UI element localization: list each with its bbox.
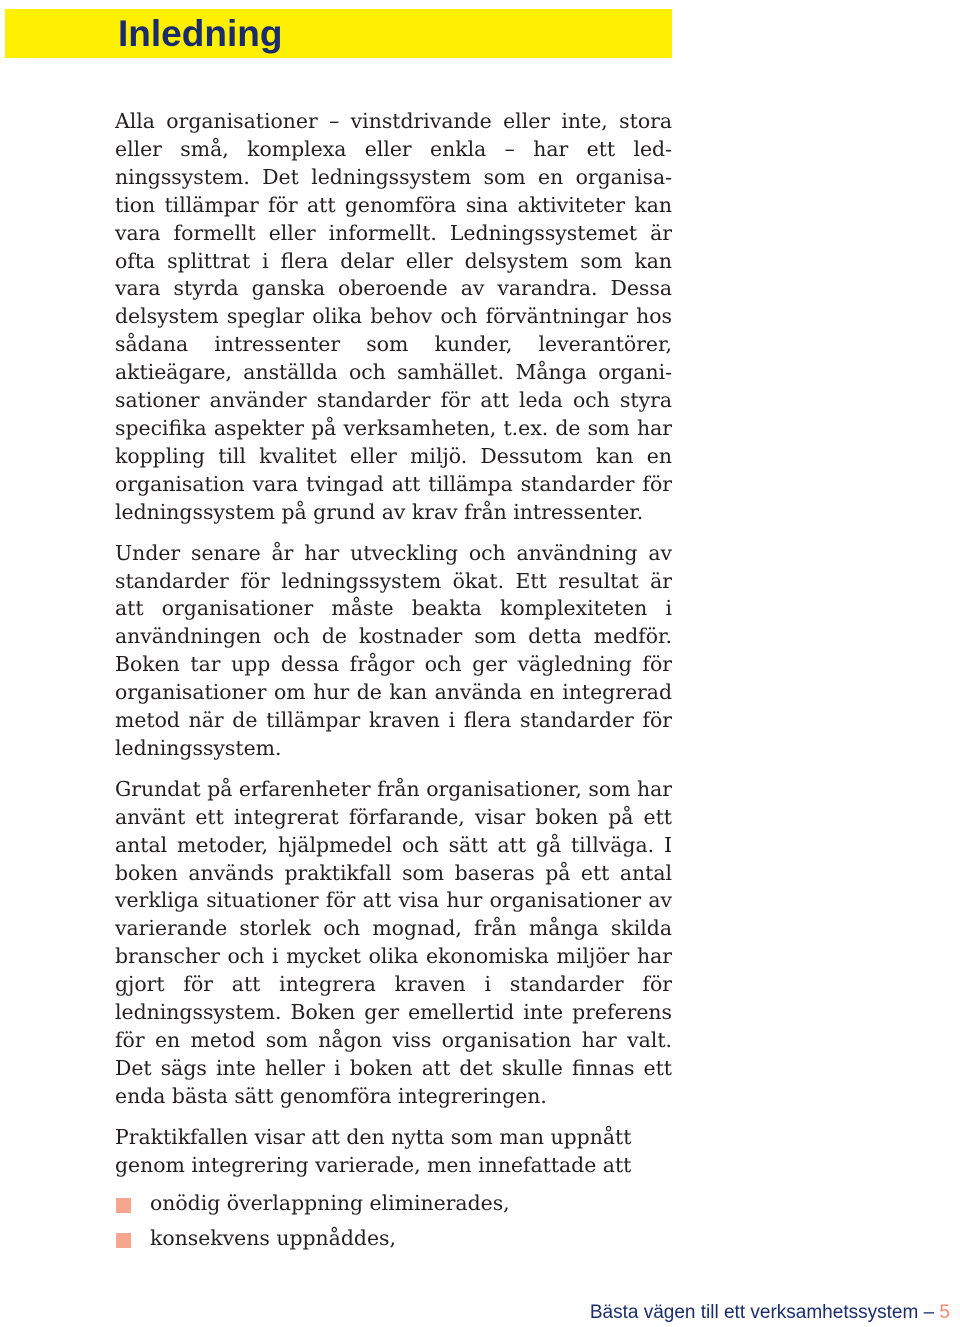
list-intro-paragraph: Praktikfallen visar att den nytta som man uppnått genom integrering varierade, men innefattade att — [115, 1124, 632, 1177]
body-text — [115, 108, 672, 1256]
page-footer — [590, 1301, 950, 1325]
page-number: 5 — [939, 1302, 950, 1323]
list-item-text: konsekvens uppnåddes, — [150, 1225, 396, 1250]
footer-separator: – — [923, 1302, 935, 1323]
list-item-text: onödig överlappning eliminerades, — [150, 1190, 510, 1215]
square-bullet-icon — [116, 1198, 131, 1213]
footer-book-title: Bästa vägen till ett verksamhetssystem — [589, 1302, 919, 1323]
page-title: Inledning — [118, 13, 283, 54]
paragraph: Alla organisationer – vinstdrivande eller inte, stora eller små, komplexa eller enkla – har ett ledningssystem. Det ledningssystem som en organisation tillämpar för att genomföra sina aktiviteter kan vara formellt eller informellt. Ledningssystemet är ofta splittrat i flera delar eller delsystem som kan vara styrda ganska oberoende av varandra. Dessa delsystem speglar olika behov och förväntningar hos sådana intressenter som kunder, leverantörer, aktieägare, anställda och samhället. Många organisationer använder standarder för att leda och styra specifika aspekter på verksamheten, t.ex. de som har koppling till kvalitet eller miljö. Dessutom kan en organisation vara tvingad att tillämpa standarder för ledningssystem på grund av krav från intressenter. — [115, 109, 672, 524]
paragraph: Grundat på erfarenheter från organisationer, som har använt ett integrerat förfarande, visar boken på ett antal metoder, hjälpmedel och sätt att gå tillväga. I boken används praktikfall som baseras på ett antal verkliga situationer för att visa hur organisationer av varierande storlek och mognad, från många skilda branscher och i mycket olika ekonomiska miljöer har gjort för att integrera kraven i standarder för ledningssystem. Boken ger emellertid inte preferens för en metod som någon viss organisation har valt. Det sägs inte heller i boken att det skulle finnas ett enda bästa sätt genomföra integreringen. — [115, 776, 672, 1108]
bullet-list — [115, 1186, 672, 1256]
square-bullet-icon — [116, 1233, 131, 1248]
paragraph: Under senare år har utveckling och användning av standarder för ledningssystem ökat. Ett resultat är att organisationer måste beakta komplexiteten i användningen och de kostnader som detta medför. Boken tar upp dessa frågor och ger vägledning för organisationer om hur de kan använda en integrerad metod när de tillämpar kraven i flera standarder för ledningssystem. — [115, 540, 672, 760]
list-item — [115, 1186, 672, 1221]
list-item — [115, 1221, 672, 1256]
heading-band — [5, 9, 672, 58]
